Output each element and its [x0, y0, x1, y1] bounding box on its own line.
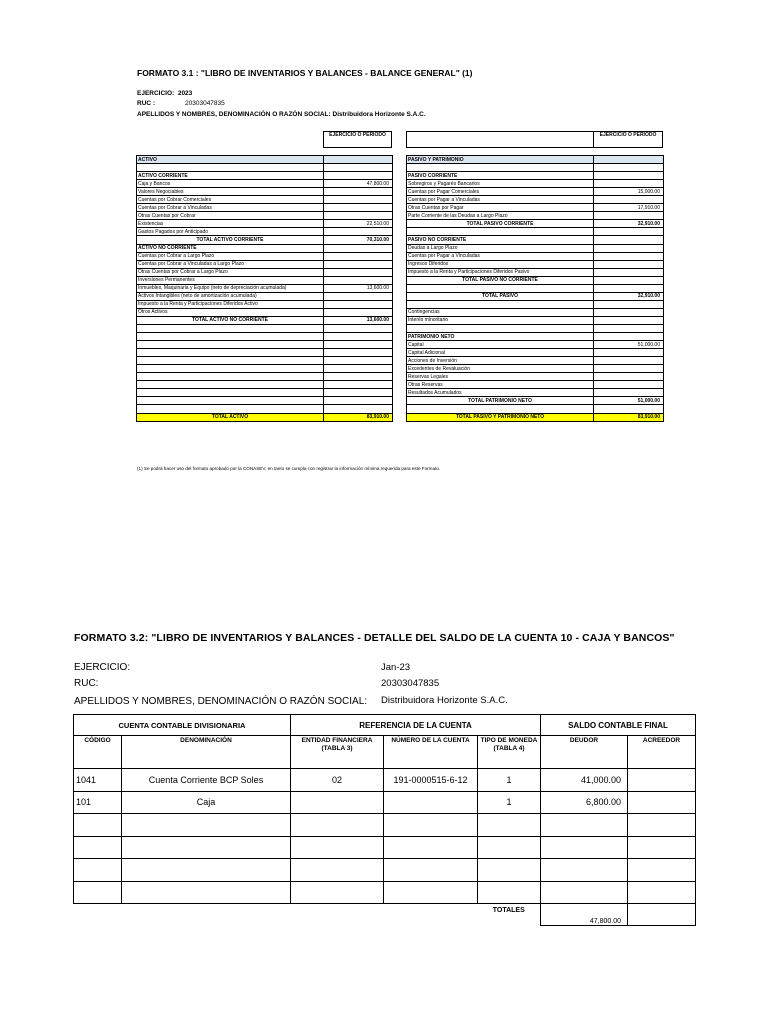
pasivo-row-amount — [594, 164, 664, 172]
codigo-cell — [74, 836, 122, 859]
activo-row-label: Existencias — [137, 220, 324, 228]
activo-row-amount — [324, 188, 393, 196]
activo-row — [137, 357, 393, 365]
activo-row-label: Cuentas por Cobrar a Largo Plazo — [137, 252, 324, 260]
pasivo-row-label — [407, 324, 594, 332]
moneda-cell — [478, 814, 541, 837]
activo-row-label: Inversiones Permanentes — [137, 276, 324, 284]
pasivo-row-amount — [594, 300, 664, 308]
activo-row-amount — [324, 252, 393, 260]
pasivo-row — [407, 188, 664, 196]
activo-row-label — [137, 365, 324, 373]
pasivo-row — [407, 300, 664, 308]
cuenta-divisionaria-header: CUENTA CONTABLE DIVISIONARIA — [74, 715, 291, 736]
pasivo-row-amount — [594, 405, 664, 413]
pasivo-row — [407, 252, 664, 260]
acreedor-cell — [628, 859, 696, 882]
codigo-cell — [74, 814, 122, 837]
pasivo-row-label: PATRIMONIO NETO — [407, 333, 594, 341]
formato31-title: FORMATO 3.1 : "LIBRO DE INVENTARIOS Y BALANCES - BALANCE GENERAL" (1) — [137, 68, 473, 78]
pasivo-row — [407, 292, 664, 300]
pasivo-row-label — [407, 300, 594, 308]
pasivo-row-amount — [594, 260, 664, 268]
pasivo-row — [407, 156, 664, 164]
entidad-cell — [291, 859, 384, 882]
activo-row — [137, 292, 393, 300]
activo-row-amount — [324, 156, 393, 164]
pasivo-row — [407, 333, 664, 341]
activo-row-label: Otras Cuentas por Cobrar — [137, 212, 324, 220]
activo-row-amount — [324, 172, 393, 180]
codigo-header: CÓDIGO — [74, 736, 122, 769]
codigo-cell: 101 — [74, 791, 122, 814]
formato32-razon-value: Distribuidora Horizonte S.A.C. — [381, 695, 508, 706]
acreedor-cell — [628, 769, 696, 792]
entidad-cell — [291, 791, 384, 814]
activo-row-label: Cuentas por Cobrar a Vinculadas a Largo Plazo — [137, 260, 324, 268]
totales-label: TOTALES — [492, 907, 525, 914]
referencia-header: REFERENCIA DE LA CUENTA — [291, 715, 541, 736]
pasivo-row-label: Acciones de Inversión — [407, 357, 594, 365]
activo-row-label: Activos Intangibles (neto de amortización acumulada) — [137, 292, 324, 300]
pasivo-row-amount: 32,910.00 — [594, 220, 664, 228]
activo-row-amount — [324, 260, 393, 268]
activo-row — [137, 268, 393, 276]
activo-row-label: ACTIVO NO CORRIENTE — [137, 244, 324, 252]
formato32-ruc-value: 20303047835 — [381, 678, 440, 689]
activo-row-label: Valores Negociables — [137, 188, 324, 196]
activo-row-label — [137, 357, 324, 365]
pasivo-row-label — [407, 164, 594, 172]
entidad-cell — [291, 881, 384, 904]
pasivo-row-label: Reservas Legales — [407, 373, 594, 381]
acreedor-header: ACREEDOR — [628, 736, 696, 769]
activo-row-amount — [324, 389, 393, 397]
pasivo-row — [407, 196, 664, 204]
activo-row — [137, 156, 393, 164]
activo-row — [137, 204, 393, 212]
pasivo-row-label: Excedentes de Revaluación — [407, 365, 594, 373]
acreedor-cell — [628, 814, 696, 837]
pasivo-row-label — [407, 228, 594, 236]
pasivo-row-amount — [594, 308, 664, 316]
formato31-razon — [137, 111, 426, 118]
acreedor-cell — [628, 791, 696, 814]
pasivo-row — [407, 228, 664, 236]
activo-row — [137, 300, 393, 308]
pasivo-row-amount — [594, 324, 664, 332]
pasivo-row-amount — [594, 156, 664, 164]
numero-cell — [384, 881, 478, 904]
codigo-cell: 1041 — [74, 769, 122, 792]
pasivo-row-label: PASIVO Y PATRIMONIO — [407, 156, 594, 164]
activo-row — [137, 188, 393, 196]
activo-row-label: Caja y Bancos — [137, 180, 324, 188]
pasivo-row — [407, 365, 664, 373]
activo-row-amount — [324, 357, 393, 365]
formato32-ejercicio-label: EJERCICIO: — [74, 662, 131, 673]
moneda-cell — [478, 881, 541, 904]
deudor-cell — [541, 881, 628, 904]
pasivo-row-amount — [594, 180, 664, 188]
pasivo-row — [407, 204, 664, 212]
pasivo-row-amount — [594, 252, 664, 260]
pasivo-row — [407, 164, 664, 172]
pasivo-row-amount: 32,910.00 — [594, 292, 664, 300]
pasivo-row-amount — [594, 172, 664, 180]
pasivo-row-label: Interés minoritario — [407, 316, 594, 324]
pasivo-period-header: EJERCICIO O PERIODO — [593, 131, 663, 148]
pasivo-row — [407, 316, 664, 324]
ejercicio-label: EJERCICIO: — [137, 90, 175, 97]
activo-row-label — [137, 405, 324, 413]
activo-row-amount: 22,510.00 — [324, 220, 393, 228]
pasivo-row — [407, 236, 664, 244]
pasivo-row-label — [407, 405, 594, 413]
activo-row-label: Gastos Pagados por Anticipado — [137, 228, 324, 236]
pasivo-row-label: Sobregiros y Pagarés Bancarios — [407, 180, 594, 188]
deudor-cell — [541, 814, 628, 837]
activo-row-label: TOTAL ACTIVO CORRIENTE — [137, 236, 324, 244]
activo-row-amount — [324, 397, 393, 405]
activo-row-amount: 70,310.00 — [324, 236, 393, 244]
pasivo-row-amount — [594, 373, 664, 381]
moneda-cell: 1 — [478, 769, 541, 792]
formato31-ejercicio — [137, 90, 192, 97]
pasivo-row — [407, 397, 664, 405]
formato32-razon-label: APELLIDOS Y NOMBRES, DENOMINACIÓN O RAZÓN SOCIAL: — [74, 696, 368, 707]
activo-row-label: Inmuebles, Maquinaria y Equipo (neto de depreciación acumulada) — [137, 284, 324, 292]
ejercicio-value: 2023 — [177, 90, 193, 97]
moneda-cell: 1 — [478, 791, 541, 814]
activo-row-amount — [324, 292, 393, 300]
activo-row-amount — [324, 212, 393, 220]
entidad-cell — [291, 836, 384, 859]
pasivo-row — [407, 341, 664, 349]
activo-row-amount — [324, 164, 393, 172]
activo-row-amount — [324, 196, 393, 204]
activo-row — [137, 212, 393, 220]
numero-cell — [384, 814, 478, 837]
activo-row — [137, 244, 393, 252]
activo-row-amount — [324, 244, 393, 252]
pasivo-row — [407, 389, 664, 397]
activo-row — [137, 164, 393, 172]
activo-row-label — [137, 333, 324, 341]
activo-row-amount — [324, 341, 393, 349]
pasivo-row-label: Contingencias — [407, 308, 594, 316]
activo-row-label: Otros Activos — [137, 308, 324, 316]
pasivo-row — [407, 357, 664, 365]
deudor-cell: 41,000.00 — [541, 769, 628, 792]
activo-row — [137, 180, 393, 188]
activo-row-label: TOTAL ACTIVO NO CORRIENTE — [137, 316, 324, 324]
pasivo-row-label: Parte Corriente de las Deudas a Largo Plazo — [407, 212, 594, 220]
pasivo-row-label: Capital — [407, 341, 594, 349]
formato31-note: (1) Se podrá hacer uso del formato aprobado por la CONASEV, en tanto se cumpla con registrar la información mínima requerida para este Formato. — [137, 466, 441, 471]
table-row — [74, 814, 696, 837]
activo-row-amount — [324, 405, 393, 413]
pasivo-row — [407, 284, 664, 292]
activo-row-label: TOTAL ACTIVO — [137, 413, 324, 421]
pasivo-row — [407, 268, 664, 276]
pasivo-row-amount — [594, 284, 664, 292]
pasivo-row — [407, 244, 664, 252]
activo-period-header: EJERCICIO O PERIODO — [323, 131, 392, 148]
activo-row — [137, 389, 393, 397]
activo-row-amount — [324, 381, 393, 389]
pasivo-row-label: Deudas a Largo Plazo — [407, 244, 594, 252]
activo-row-amount — [324, 276, 393, 284]
activo-row — [137, 252, 393, 260]
activo-row — [137, 333, 393, 341]
pasivo-row — [407, 373, 664, 381]
table-row — [74, 791, 696, 814]
numero-cell — [384, 791, 478, 814]
pasivo-row-label: Ingresos Diferidos — [407, 260, 594, 268]
activo-row-label — [137, 373, 324, 381]
razon-label: APELLIDOS Y NOMBRES, DENOMINACIÓN O RAZÓN SOCIAL: — [137, 111, 331, 118]
pasivo-row-label: TOTAL PASIVO NO CORRIENTE — [407, 276, 594, 284]
activo-row-label — [137, 341, 324, 349]
pasivo-row — [407, 180, 664, 188]
pasivo-row-label: Cuentas por Pagar a Vinculadas — [407, 196, 594, 204]
header-row-2 — [74, 736, 696, 769]
pasivo-table — [406, 155, 664, 422]
pasivo-row-amount: 17,910.00 — [594, 204, 664, 212]
pasivo-row-label: TOTAL PASIVO CORRIENTE — [407, 220, 594, 228]
moneda-cell — [478, 859, 541, 882]
activo-row — [137, 172, 393, 180]
pasivo-row-label: Resultados Acumulados — [407, 389, 594, 397]
formato32-title: FORMATO 3.2: "LIBRO DE INVENTARIOS Y BALANCES - DETALLE DEL SALDO DE LA CUENTA 10 - CAJA Y BANCOS" — [74, 632, 675, 644]
pasivo-row-amount — [594, 349, 664, 357]
activo-row-amount: 13,600.00 — [324, 316, 393, 324]
pasivo-row-label: PASIVO CORRIENTE — [407, 172, 594, 180]
pasivo-row-amount — [594, 333, 664, 341]
acreedor-cell — [628, 881, 696, 904]
pasivo-row-amount — [594, 212, 664, 220]
pasivo-row-amount — [594, 276, 664, 284]
pasivo-row-label: Impuesto a la Renta y Participaciones Diferidos Pasivo — [407, 268, 594, 276]
totales-deudor: 47,800.00 — [541, 904, 628, 926]
entidad-cell — [291, 814, 384, 837]
pasivo-row-amount — [594, 389, 664, 397]
numero-cell — [384, 859, 478, 882]
pasivo-row — [407, 212, 664, 220]
activo-row-label: Impuesto a la Renta y Participaciones Diferidos Activo — [137, 300, 324, 308]
formato32-ruc-label: RUC: — [74, 678, 99, 689]
codigo-cell — [74, 881, 122, 904]
activo-row-label — [137, 389, 324, 397]
activo-row — [137, 284, 393, 292]
pasivo-row-label: TOTAL PASIVO — [407, 292, 594, 300]
totals-row — [74, 904, 696, 926]
table-row — [74, 859, 696, 882]
formato31-ruc-value: 20303047835 — [185, 100, 225, 107]
totals-spacer — [74, 904, 478, 926]
activo-row-amount — [324, 308, 393, 316]
activo-row-label — [137, 397, 324, 405]
deudor-cell — [541, 859, 628, 882]
activo-row-label: Cuentas por Cobrar a Vinculadas — [137, 204, 324, 212]
pasivo-row-amount: 51,000.00 — [594, 341, 664, 349]
pasivo-row-amount — [594, 196, 664, 204]
activo-row-amount — [324, 204, 393, 212]
moneda-header: TIPO DE MONEDA (TABLA 4) — [478, 736, 541, 769]
activo-table — [136, 155, 393, 422]
pasivo-row — [407, 413, 664, 421]
activo-row — [137, 220, 393, 228]
activo-row — [137, 260, 393, 268]
activo-row-amount — [324, 373, 393, 381]
activo-row — [137, 308, 393, 316]
activo-row — [137, 236, 393, 244]
pasivo-row-label: Cuentas por Pagar Comerciales — [407, 188, 594, 196]
activo-row — [137, 397, 393, 405]
denominacion-cell — [122, 859, 291, 882]
activo-row — [137, 381, 393, 389]
codigo-cell — [74, 859, 122, 882]
activo-row — [137, 349, 393, 357]
pasivo-row-amount — [594, 268, 664, 276]
entidad-header: ENTIDAD FINANCIERA (TABLA 3) — [291, 736, 384, 769]
activo-row-amount — [324, 324, 393, 332]
numero-cell: 191-0000515-6-12 — [384, 769, 478, 792]
activo-row-label: ACTIVO CORRIENTE — [137, 172, 324, 180]
denominacion-cell — [122, 836, 291, 859]
deudor-cell — [541, 836, 628, 859]
pasivo-row-label: PASIVO NO CORRIENTE — [407, 236, 594, 244]
moneda-cell — [478, 836, 541, 859]
saldo-final-header: SALDO CONTABLE FINAL — [541, 715, 696, 736]
pasivo-row-label: TOTAL PATRIMONIO NETO — [407, 397, 594, 405]
pasivo-header-blank — [406, 131, 594, 148]
pasivo-row-label: Capital Adicional — [407, 349, 594, 357]
activo-row-amount — [324, 365, 393, 373]
numero-header: NÚMERO DE LA CUENTA — [384, 736, 478, 769]
pasivo-row-amount — [594, 236, 664, 244]
activo-row-label: ACTIVO — [137, 156, 324, 164]
activo-row — [137, 373, 393, 381]
acreedor-cell — [628, 836, 696, 859]
activo-row-label: Cuentas por Cobrar Comerciales — [137, 196, 324, 204]
pasivo-row — [407, 324, 664, 332]
activo-row — [137, 324, 393, 332]
pasivo-row — [407, 381, 664, 389]
activo-row-amount — [324, 300, 393, 308]
activo-row-amount: 13,600.00 — [324, 284, 393, 292]
table-row — [74, 881, 696, 904]
pasivo-row-amount — [594, 316, 664, 324]
denominacion-cell: Caja — [122, 791, 291, 814]
pasivo-row-amount: 51,000.00 — [594, 397, 664, 405]
pasivo-row — [407, 260, 664, 268]
activo-row-amount — [324, 349, 393, 357]
activo-row-label — [137, 164, 324, 172]
activo-row — [137, 365, 393, 373]
activo-row — [137, 405, 393, 413]
deudor-cell: 6,800.00 — [541, 791, 628, 814]
deudor-header: DEUDOR — [541, 736, 628, 769]
activo-row-amount: 83,910.00 — [324, 413, 393, 421]
denominacion-cell — [122, 814, 291, 837]
cuenta10-table — [73, 714, 696, 926]
denominacion-cell — [122, 881, 291, 904]
activo-row-amount — [324, 228, 393, 236]
table-row — [74, 769, 696, 792]
pasivo-row-amount — [594, 365, 664, 373]
pasivo-row — [407, 405, 664, 413]
activo-row — [137, 413, 393, 421]
pasivo-row-amount — [594, 357, 664, 365]
activo-row-amount — [324, 333, 393, 341]
numero-cell — [384, 836, 478, 859]
activo-row-label — [137, 324, 324, 332]
table-row — [74, 836, 696, 859]
pasivo-row-amount: 15,000.00 — [594, 188, 664, 196]
activo-row — [137, 196, 393, 204]
pasivo-row-label: TOTAL PASIVO Y PATRIMONIO NETO — [407, 413, 594, 421]
razon-value: Distribuidora Horizonte S.A.C. — [332, 111, 426, 118]
pasivo-row-amount — [594, 381, 664, 389]
pasivo-row-label: Cuentas por Pagar a Vinculadas — [407, 252, 594, 260]
activo-row-label — [137, 349, 324, 357]
activo-row-label: Otras Cuentas por Cobrar a Largo Plazo — [137, 268, 324, 276]
pasivo-row-label: Otras Reservas — [407, 381, 594, 389]
entidad-cell: 02 — [291, 769, 384, 792]
formato32-ejercicio-value: Jan-23 — [381, 662, 411, 673]
pasivo-row-amount — [594, 244, 664, 252]
totales-acreedor — [628, 904, 696, 926]
activo-row-label — [137, 381, 324, 389]
activo-row — [137, 316, 393, 324]
activo-row-amount: 47,800.00 — [324, 180, 393, 188]
pasivo-row — [407, 308, 664, 316]
pasivo-row-label: Otras Cuentas por Pagar — [407, 204, 594, 212]
pasivo-row — [407, 172, 664, 180]
denominacion-header: DENOMINACIÓN — [122, 736, 291, 769]
header-row-1 — [74, 715, 696, 736]
denominacion-cell: Cuenta Corriente BCP Soles — [122, 769, 291, 792]
pasivo-row — [407, 349, 664, 357]
pasivo-row — [407, 276, 664, 284]
activo-row — [137, 228, 393, 236]
pasivo-row-label — [407, 284, 594, 292]
activo-row — [137, 341, 393, 349]
activo-row — [137, 276, 393, 284]
pasivo-row — [407, 220, 664, 228]
pasivo-row-amount — [594, 228, 664, 236]
pasivo-row-amount: 83,910.00 — [594, 413, 664, 421]
activo-row-amount — [324, 268, 393, 276]
formato31-ruc-label: RUC : — [137, 100, 156, 107]
